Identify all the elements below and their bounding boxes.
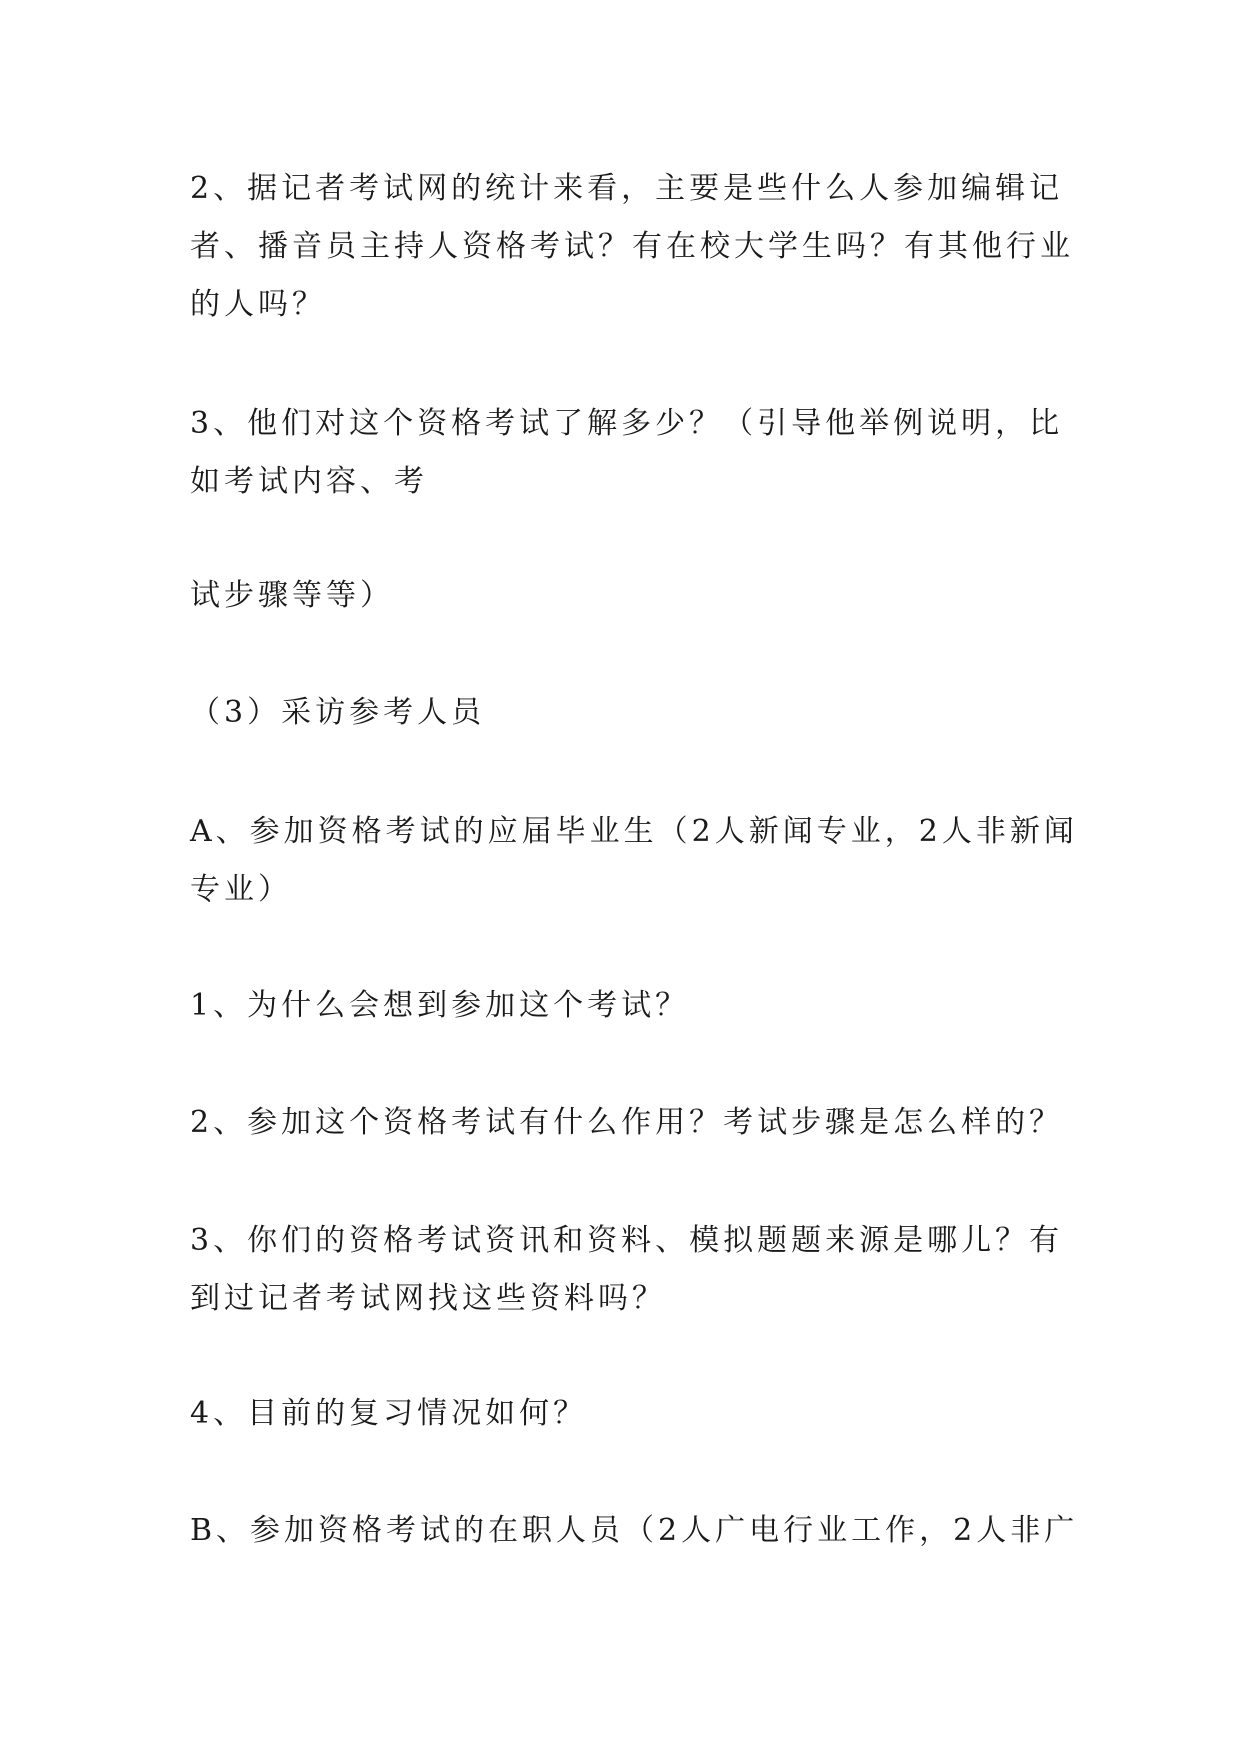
text-line: 的人吗？ (190, 287, 326, 322)
text-line: 2、据记者考试网的统计来看，主要是些什么人参加编辑记 (190, 171, 1064, 206)
text-line: 专业） (190, 872, 292, 907)
text-line: 3、他们对这个资格考试了解多少？（引导他举例说明，比 (190, 406, 1064, 441)
text-line: 3、你们的资格考试资讯和资料、模拟题题来源是哪儿？有 (190, 1223, 1064, 1258)
text-line: 2、参加这个资格考试有什么作用？考试步骤是怎么样的？ (190, 1105, 1064, 1140)
paragraph-exam-participants (190, 160, 1074, 334)
text-line: 如考试内容、考 (190, 464, 428, 499)
text-line: 者、播音员主持人资格考试？有在校大学生吗？有其他行业 (190, 229, 1074, 264)
text-line: A、参加资格考试的应届毕业生（2人新闻专业，2人非新闻 (190, 814, 1078, 849)
text-line: 试步骤等等） (190, 578, 394, 613)
text-line: 到过记者考试网找这些资料吗？ (190, 1281, 666, 1316)
text-line: （3）采访参考人员 (190, 695, 486, 730)
question-2 (190, 1094, 1064, 1152)
question-1 (190, 977, 1060, 1035)
text-line: 4、目前的复习情况如何？ (190, 1396, 588, 1431)
paragraph-exam-understanding (190, 395, 1064, 511)
section-heading-interview-candidates (190, 684, 1060, 742)
question-3 (190, 1212, 1064, 1328)
text-line: B、参加资格考试的在职人员（2人广电行业工作，2人非广 (190, 1513, 1079, 1548)
paragraph-group-a-graduates (190, 803, 1078, 919)
paragraph-exam-steps (190, 567, 1060, 625)
paragraph-group-b-employees (190, 1502, 1079, 1560)
question-4 (190, 1385, 1060, 1443)
text-line: 1、为什么会想到参加这个考试？ (190, 988, 690, 1023)
